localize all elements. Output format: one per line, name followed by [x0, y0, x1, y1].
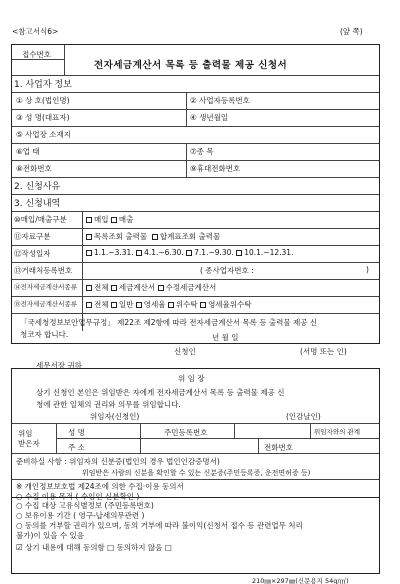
- privacy-line-0: ※ 개인정보보호법 제24조에 의한 수집·이용 동의서: [16, 482, 184, 491]
- purchase-checkbox[interactable]: [86, 217, 92, 223]
- invoice-type-options[interactable]: [86, 282, 216, 293]
- consent-options[interactable]: ☑ 상기 내용에 대해 동의함 □ 동의하지 않음 □: [16, 543, 172, 552]
- sales-label: 매출: [118, 215, 134, 224]
- revised-invoice-checkbox[interactable]: [158, 285, 164, 291]
- form-title: 전자세금계산서 목록 등 출력물 제공 신청서: [94, 60, 288, 71]
- sales-checkbox[interactable]: [111, 217, 117, 223]
- revised-invoice-label: 수정세금계산서: [165, 283, 217, 292]
- privacy-consent: [11, 498, 380, 574]
- privacy-line-1: ○ 수집 이용 목적 ( 수임인 신분확인 ): [16, 492, 140, 501]
- phone-field[interactable]: ⑧전화번호: [16, 164, 52, 173]
- signature-label: (서명 또는 인): [300, 347, 347, 356]
- date-line: 년 월 일: [212, 333, 239, 342]
- q3-checkbox[interactable]: [186, 250, 192, 256]
- privacy-line-5: 불가)이 있을 수 있음: [16, 531, 85, 540]
- list-output-label: 목록조회 출력물: [94, 232, 148, 241]
- delegation-title: 위 임 장: [178, 374, 205, 383]
- representative-name-field[interactable]: ③ 성 명(대표자): [16, 113, 70, 122]
- agent-phone-label: 전화번호: [264, 443, 293, 452]
- legal-text-line2: 청코자 합니다.: [20, 330, 69, 339]
- tax-invoice-checkbox[interactable]: [111, 285, 117, 291]
- all-checkbox[interactable]: [86, 285, 92, 291]
- agent-address-label: 주 소: [68, 443, 85, 452]
- q1-checkbox[interactable]: [86, 250, 92, 256]
- form-label: <참고서식6>: [12, 27, 59, 36]
- paper-spec: 210㎜×297㎜(신문용지 54g/㎡): [252, 577, 349, 584]
- delegator-label: 위임자(신청인): [90, 412, 140, 421]
- sub-business-close: ): [366, 265, 369, 274]
- company-name-field[interactable]: ① 상 호(법인명): [16, 96, 70, 105]
- preparation-line2: 위임받은 사람의 신분을 확인할 수 있는 신분증(주민등록증, 운전면허증 등): [82, 469, 311, 477]
- invoice-subtype-label: ⑮전자세금계산서종류: [14, 300, 78, 308]
- privacy-line-3: ○ 보유이용 기간 ( 영구-납세의무관련 ): [16, 511, 145, 520]
- q2-checkbox[interactable]: [136, 250, 142, 256]
- sub-all-checkbox[interactable]: [86, 302, 92, 308]
- issue-date-label: ⑫작성일자: [14, 249, 51, 258]
- issue-date-options[interactable]: [86, 248, 293, 257]
- general-label: 일반: [118, 300, 134, 309]
- consignment-checkbox[interactable]: [168, 302, 174, 308]
- agent-rrn-label: 주민등록번호: [164, 428, 208, 437]
- zero-rate-checkbox[interactable]: [136, 302, 142, 308]
- legal-text-line1: 「국세청정보보안업무규정」 제22조 제2항에 따라 전자세금계산서 목록 등 출력물 제공 신: [20, 318, 318, 327]
- agent-name-label: 성 명: [68, 428, 85, 437]
- applicant-label: 신청인: [174, 347, 196, 356]
- sub-business-number-field[interactable]: ( 종사업자번호 :: [200, 266, 254, 275]
- q2-label: 4.1.~6.30.: [144, 248, 184, 257]
- zero-rate-consignment-label: 영세율위수탁: [208, 300, 252, 309]
- preparation-line1: 준비하실 사항 : 위임자의 신분증(법인의 경우 법인인감증명서): [16, 457, 220, 466]
- sub-all-label: 전체: [94, 300, 109, 309]
- birth-date-field[interactable]: ④ 생년월일: [190, 113, 229, 122]
- business-number-field[interactable]: ② 사업자등록번호: [190, 96, 250, 105]
- business-address-field[interactable]: ⑤ 사업장 소재지: [16, 130, 71, 139]
- addressee: 세무서장 귀하: [36, 361, 82, 370]
- section-business-info: 1. 사업자 정보: [14, 80, 72, 90]
- general-checkbox[interactable]: [111, 302, 117, 308]
- summary-output-label: 합계표조회 출력물: [159, 232, 221, 241]
- application-form: [11, 44, 380, 344]
- agent-label: 위임 받은자: [18, 429, 40, 448]
- purchase-label: 매입: [94, 215, 109, 224]
- partner-number-label: ⑬거래처등록번호: [14, 266, 73, 275]
- mobile-field[interactable]: ⑨휴대전화번호: [190, 164, 241, 173]
- section-request-details: 3. 신청내역: [14, 199, 61, 209]
- delegation-text-line2: 청에 관한 일체의 권리와 의무를 위임합니다.: [36, 400, 181, 409]
- zero-rate-label: 영세율: [143, 300, 166, 309]
- q4-checkbox[interactable]: [236, 250, 242, 256]
- delegation-text-line1: 상기 신청인 본인은 위임받은 자에게 전자세금계산서 목록 등 출력물 제공 신: [36, 388, 285, 397]
- privacy-line-2: ○ 수집 대상 고유식별정보 (주민등록번호): [16, 501, 154, 510]
- q1-label: 1.1.~3.31.: [94, 248, 134, 257]
- delegator-seal: (인감날인): [286, 412, 321, 421]
- data-type-label: ⑪자료구분: [14, 232, 51, 241]
- purchase-sales-label: ⑩매입/매출구분: [14, 215, 67, 224]
- invoice-subtype-options[interactable]: [86, 299, 252, 310]
- tax-invoice-label: 세금계산서: [118, 283, 156, 292]
- section-reason: 2. 신청사유: [14, 182, 61, 192]
- business-item-field[interactable]: ⑦종 목: [190, 147, 214, 156]
- data-type-options[interactable]: [86, 231, 220, 242]
- relation-label: 위임자와의 관계: [314, 428, 361, 436]
- delegation-section: [11, 368, 380, 501]
- summary-output-checkbox[interactable]: [152, 234, 158, 240]
- purchase-sales-options[interactable]: [86, 214, 133, 225]
- invoice-type-label: ⑭전자세금계산서종류: [14, 283, 78, 291]
- q3-label: 7.1.~9.30.: [194, 248, 234, 257]
- side-label: (앞 쪽): [340, 27, 363, 36]
- all-label: 전체: [94, 283, 109, 292]
- consignment-label: 위수탁: [175, 300, 198, 309]
- business-type-field[interactable]: ⑥업 태: [16, 147, 40, 156]
- privacy-line-4: ○ 동의를 거부할 권리가 있으며, 동의 거부에 따라 불이익(신청서 접수 등 관련업무 처리: [16, 521, 303, 530]
- q4-label: 10.1.~12.31.: [244, 248, 294, 257]
- list-output-checkbox[interactable]: [86, 234, 92, 240]
- receipt-number-label: 접수번호: [22, 50, 51, 59]
- zero-rate-consignment-checkbox[interactable]: [200, 302, 206, 308]
